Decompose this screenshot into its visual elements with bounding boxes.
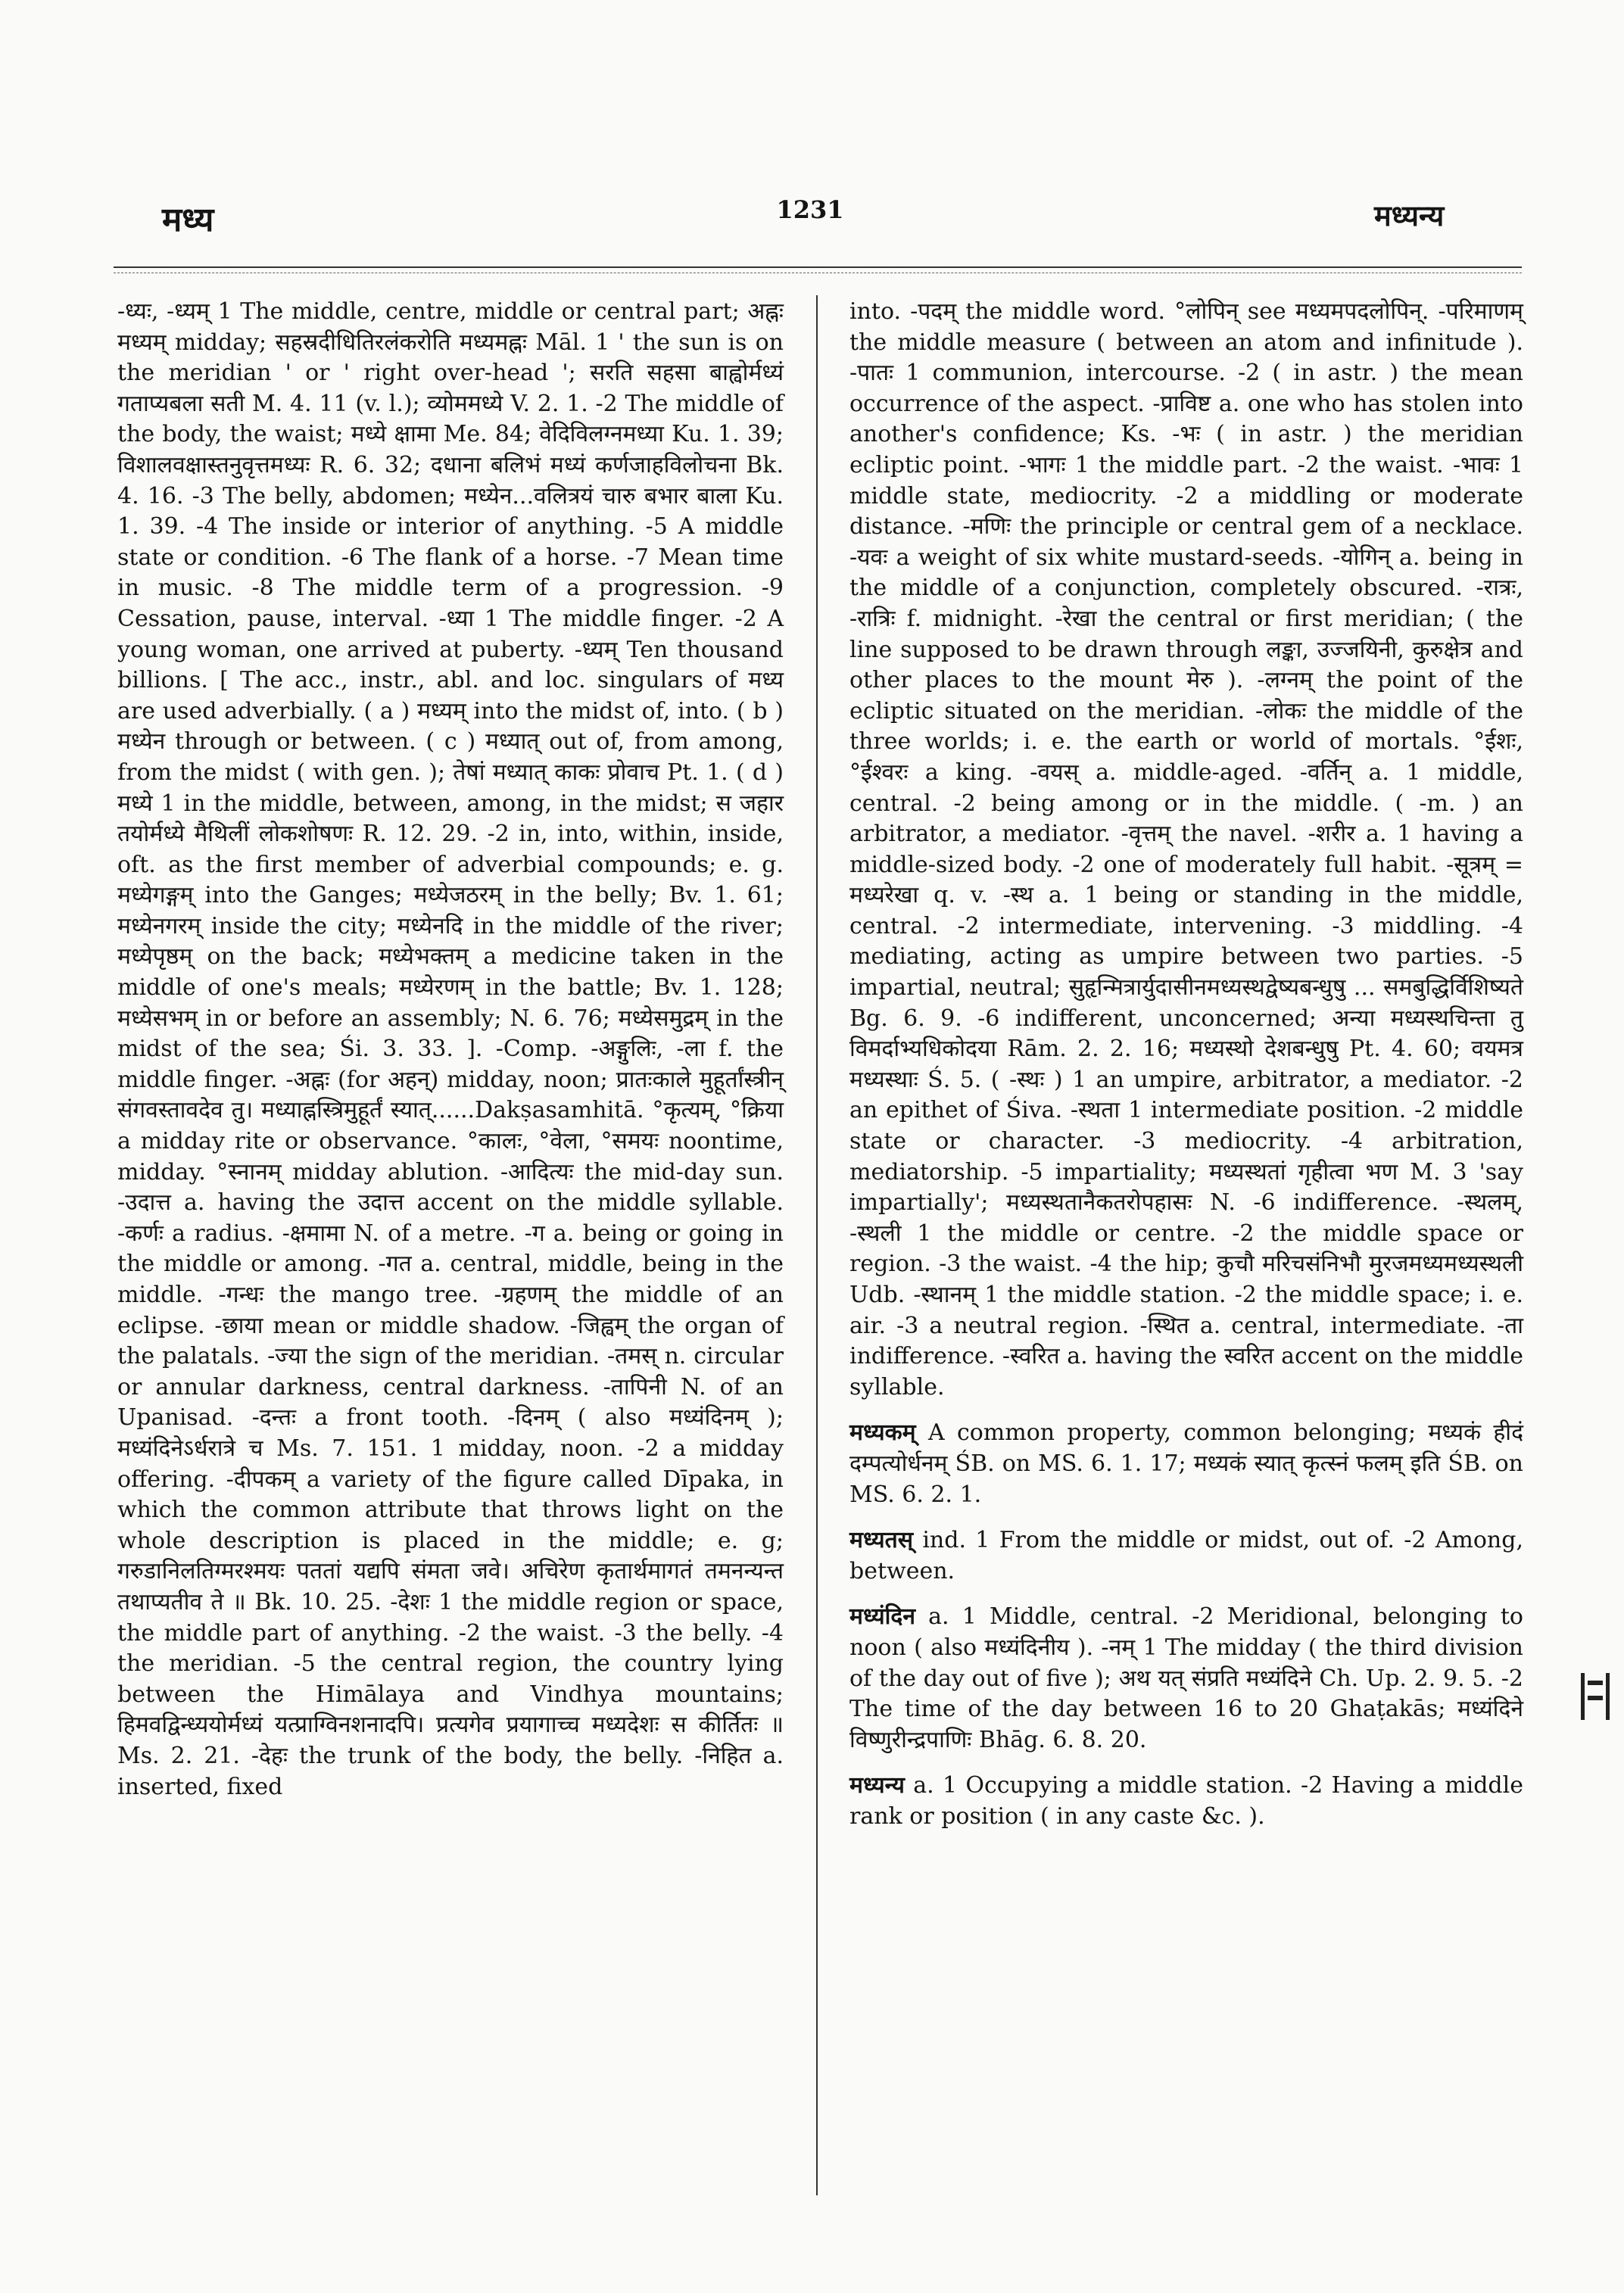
entry-headword: मध्यकम् xyxy=(849,1419,916,1447)
entry-madhyandina xyxy=(849,1602,1523,1756)
header-right-word: मध्यन्य xyxy=(1374,198,1445,232)
right-column-continuation: into. -पदम् the middle word. °लोपिन् see मध्यमपदलोपिन्. -परिमाणम् the middle measure ( between an atom and infinitude ). -पातः 1 communion, intercourse. -2 ( in astr. ) the mean occurrence of the aspect. -प्राविष्ट a. one who has stolen into another's confidence; Ks. -भः ( in astr. ) the meridian ecliptic point. -भागः 1 the middle part. -2 the waist. -भावः 1 middle state, mediocrity. -2 a middling or moderate distance. -मणिः the principle or central gem of a necklace. -यवः a weight of six white mustard-seeds. -योगिन् a. being in the middle of a conjunction, completely obscured. -रात्रः, -रात्रिः f. midnight. -रेखा the central or first meridian; ( the line supposed to be drawn through लङ्का, उज्जयिनी, कुरुक्षेत्र and other places to the mount मेरु ). -लग्नम् the point of the ecliptic situated on the meridian. -लोकः the middle of the three worlds; i. e. the earth or world of mortals. °ईशः, °ईश्वरः a king. -वयस् a. middle-aged. -वर्तिन् a. 1 middle, central. -2 being among or in the middle. ( -m. ) an arbitrator, a mediator. -वृत्तम् the navel. -शरीर a. 1 having a middle-sized body. -2 one of moderately full habit. -सूत्रम् = मध्यरेखा q. v. -स्थ a. 1 being or standing in the middle, central. -2 intermediate, intervening. -3 middling. -4 mediating, acting as umpire between two parties. -5 impartial, neutral; सुहृन्मित्रार्युदासीनमध्यस्थद्वेष्यबन्धुषु ... समबुद्धिर्विशिष्यते Bg. 6. 9. -6 indifferent, unconcerned; अन्या मध्यस्थचिन्ता तु विमर्दाभ्यधिकोदया Rām. 2. 2. 16; मध्यस्थो देशबन्धुषु Pt. 4. 60; वयमत्र मध्यस्थाः Ś. 5. ( -स्थः ) 1 an umpire, arbitrator, a mediator. -2 an epithet of Śiva. -स्थता 1 intermediate position. -2 middle state or character. -3 mediocrity. -4 arbitration, mediatorship. -5 impartiality; मध्यस्थतां गृहीत्वा भण M. 3 'say impartially'; मध्यस्थतानैकतरोपहासः N. -6 indifference. -स्थलम्, -स्थली 1 the middle or centre. -2 the middle space or region. -3 the waist. -4 the hip; कुचौ मरिचसंनिभौ मुरजमध्यमध्यस्थली Udb. -स्थानम् 1 the middle station. -2 the middle space; i. e. air. -3 a neutral region. -स्थित a. central, intermediate. -ता indifference. -स्वरित a. having the स्वरित accent on the middle syllable. xyxy=(849,298,1523,1400)
entry-text: A common property, common belonging; मध्यकं हीदं दम्पत्योर्धनम् ŚB. on MS. 6. 1. 17; मध्यकं स्यात् कृत्स्नं फलम् इति ŚB. on MS. 6. 2. 1. xyxy=(849,1419,1524,1508)
entry-text: ind. 1 From the middle or midst, out of. -2 Among, between. xyxy=(849,1527,1523,1584)
header-rule xyxy=(114,266,1522,273)
thumb-index-mark-icon xyxy=(1581,1673,1610,1720)
entry-text: a. 1 Middle, central. -2 Meridional, belonging to noon ( also मध्यंदिनीय ). -नम् 1 The midday ( the third division of the day out of five ); अथ यत् संप्रति मध्यंदिने Ch. Up. 2. 9. 5. -2 The time of the day between 16 to 20 Ghaṭakās; मध्यंदिने विष्णुरीन्द्रपाणिः Bhāg. 6. 8. 20. xyxy=(849,1603,1523,1753)
left-column-text: -ध्यः, -ध्यम् 1 The middle, centre, middle or central part; अह्नः मध्यम् midday; सहस्रदीधितिरलंकरोति मध्यमह्नः Māl. 1 ' the sun is on the meridian ' or ' right over-head '; सरति सहसा बाह्वोर्मध्यं गताप्यबला सती M. 4. 11 (v. l.); व्योममध्ये V. 2. 1. -2 The middle of the body, the waist; मध्ये क्षामा Me. 84; वेदिविलग्नमध्या Ku. 1. 39; विशालवक्षास्तनुवृत्तमध्यः R. 6. 32; दधाना बलिभं मध्यं कर्णजाहविलोचना Bk. 4. 16. -3 The belly, abdomen; मध्येन...वलित्रयं चारु बभार बाला Ku. 1. 39. -4 The inside or interior of anything. -5 A middle state or condition. -6 The flank of a horse. -7 Mean time in music. -8 The middle term of a progression. -9 Cessation, pause, interval. -ध्या 1 The middle finger. -2 A young woman, one arrived at puberty. -ध्यम् Ten thousand billions. [ The acc., instr., abl. and loc. singulars of मध्य are used adverbially. ( a ) मध्यम् into the midst of, into. ( b ) मध्येन through or between. ( c ) मध्यात् out of, from among, from the midst ( with gen. ); तेषां मध्यात् काकः प्रोवाच Pt. 1. ( d ) मध्ये 1 in the middle, between, among, in the midst; स जहार तयोर्मध्ये मैथिलीं लोकशोषणः R. 12. 29. -2 in, into, within, inside, oft. as the first member of adverbial compounds; e. g. मध्येगङ्गम् into the Ganges; मध्येजठरम् in the belly; Bv. 1. 61; मध्येनगरम् inside the city; मध्येनदि in the middle of the river; मध्येपृष्ठम् on the back; मध्येभक्तम् a medicine taken in the middle of one's meals; मध्येरणम् in the battle; Bv. 1. 128; मध्येसभम् in or before an assembly; N. 6. 76; मध्येसमुद्रम् in the midst of the sea; Śi. 3. 33. ]. -Comp. -अङ्गुलिः, -ला f. the middle finger. -अह्नः (for अहन्) midday, noon; प्रातःकाले मुहूर्तांस्त्रीन् संगवस्तावदेव तु। मध्याह्नस्त्रिमुहूर्तं स्यात्......Dakṣasamhitā. °कृत्यम्, °क्रिया a midday rite or observance. °कालः, °वेला, °समयः noontime, midday. °स्नानम् midday ablution. -आदित्यः the mid-day sun. -उदात्त a. having the उदात्त accent on the middle syllable. -कर्णः a radius. -क्षमामा N. of a metre. -ग a. being or going in the middle or among. -गत a. central, middle, being in the middle. -गन्धः the mango tree. -ग्रहणम् the middle of an eclipse. -छाया mean or middle shadow. -जिह्वम् the organ of the palatals. -ज्या the sign of the meridian. -तमस् n. circular or annular darkness, central darkness. -तापिनी N. of an Upanisad. -दन्तः a front tooth. -दिनम् ( also मध्यंदिनम् ); मध्यंदिनेऽर्धरात्रे च Ms. 7. 151. 1 midday, noon. -2 a midday offering. -दीपकम् a variety of the figure called Dīpaka, in which the common attribute that throws light on the whole description is placed in the middle; e. g; गरुडानिलतिग्मरश्मयः पततां यद्यपि संमता जवे। अचिरेण कृतार्थमागतं तमनन्यन्त तथाप्यतीव ते ॥ Bk. 10. 25. -देशः 1 the middle region or space, the middle part of anything. -2 the waist. -3 the belly. -4 the meridian. -5 the central region, the country lying between the Himālaya and Vindhya mountains; हिमवद्विन्ध्ययोर्मध्यं यत्प्राग्विनशनादपि। प्रत्यगेव प्रयागाच्च मध्यदेशः स कीर्तितः ॥ Ms. 2. 21. -देहः the trunk of the body, the belly. -निहित a. inserted, fixed xyxy=(117,298,784,1800)
entry-text: a. 1 Occupying a middle station. -2 Having a middle rank or position ( in any caste &c. ). xyxy=(849,1772,1523,1830)
right-column xyxy=(849,297,1523,1833)
entry-madhyatas xyxy=(849,1525,1523,1587)
header-left-word: मध्य xyxy=(162,201,214,239)
left-column xyxy=(117,297,784,1802)
entry-headword: मध्यतस् xyxy=(849,1527,913,1554)
entry-madhyanya xyxy=(849,1771,1523,1832)
page-number: 1231 xyxy=(776,195,844,224)
entry-headword: मध्यंदिन xyxy=(849,1603,915,1631)
entry-madhyakam xyxy=(849,1418,1523,1510)
column-divider xyxy=(816,295,818,2195)
entry-headword: मध्यन्य xyxy=(849,1772,905,1799)
